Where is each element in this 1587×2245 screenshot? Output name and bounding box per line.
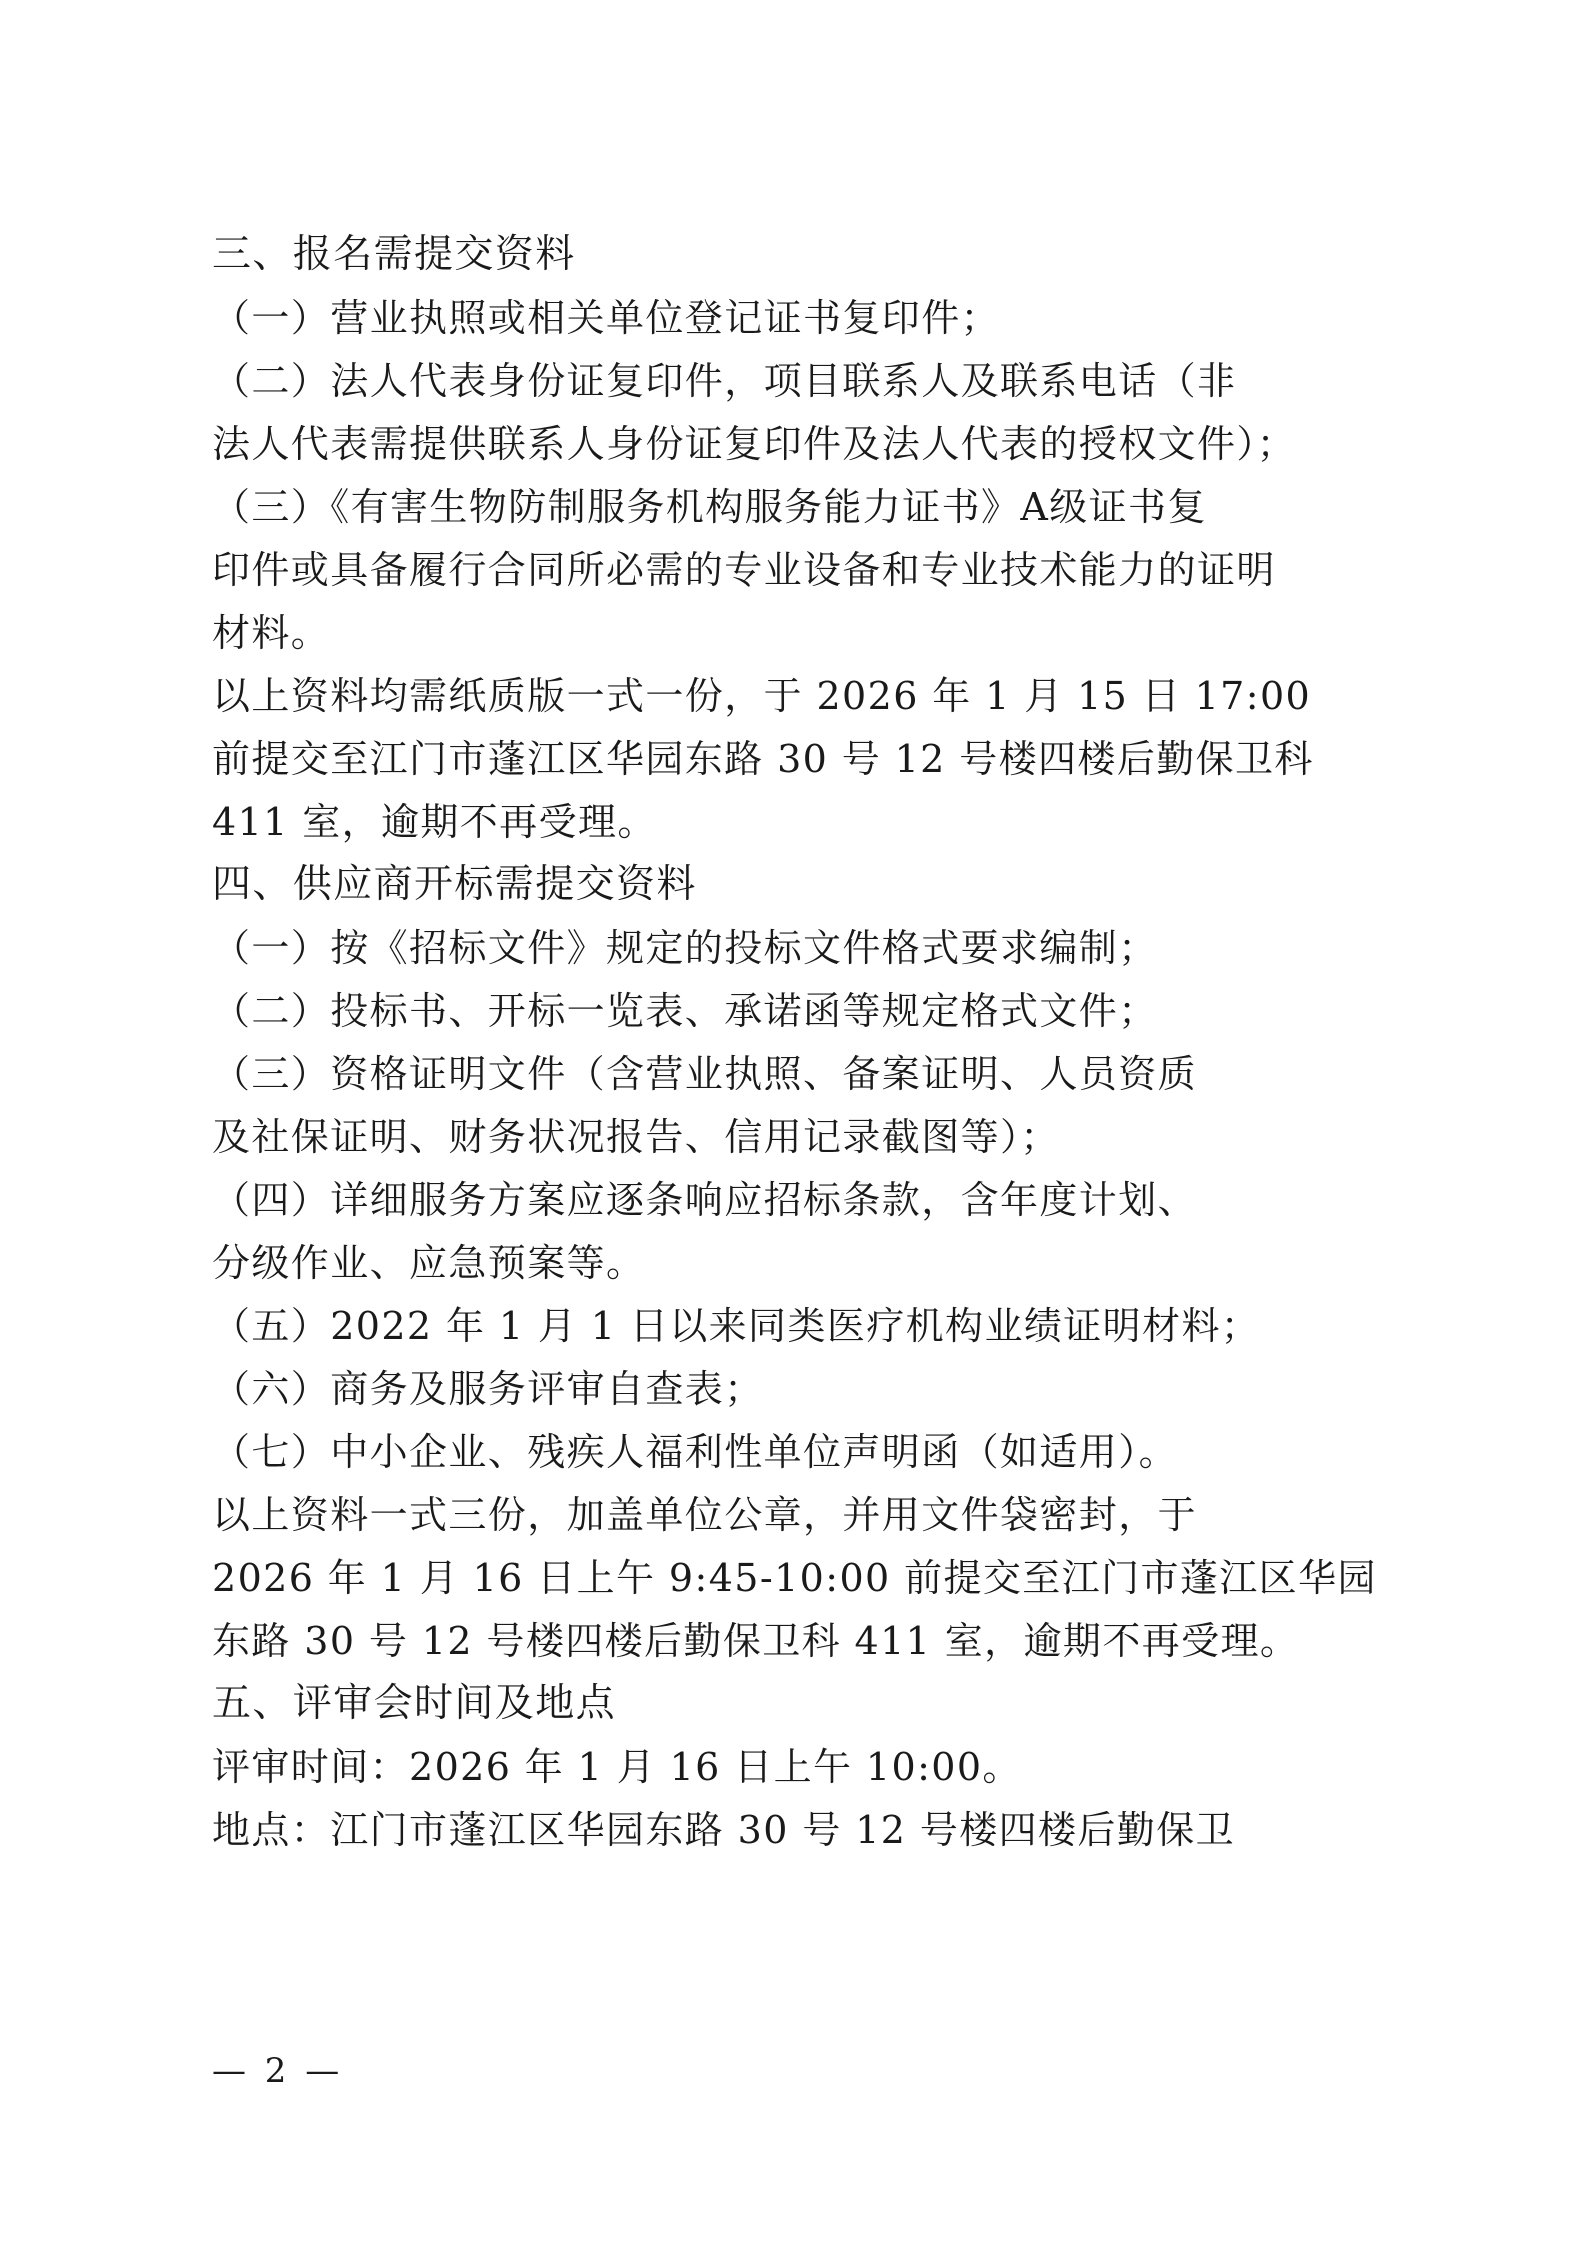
item-4-3-line-1: （三）资格证明文件（含营业执照、备案证明、人员资质 [212,1052,1198,1096]
item-3-2-line-2: 法人代表需提供联系人身份证复印件及法人代表的授权文件）； [212,422,1297,466]
item-4-3-line-2: 及社保证明、财务状况报告、信用记录截图等）； [212,1115,1060,1159]
item-4-7: （七）中小企业、残疾人福利性单位声明函（如适用）。 [212,1430,1179,1474]
page-number: — 2 — [212,2051,344,2091]
section-heading-3: 三、报名需提交资料 [212,232,576,277]
item-3-3-line-3: 材料。 [212,611,331,655]
submission-note-4-line-1: 以上资料一式三份，加盖单位公章，并用文件袋密封，于 [212,1493,1198,1537]
item-4-2: （二）投标书、开标一览表、承诺函等规定格式文件； [212,989,1158,1033]
item-4-4-line-1: （四）详细服务方案应逐条响应招标条款，含年度计划、 [212,1178,1198,1222]
submission-note-3-line-3: 411 室，逾期不再受理。 [212,800,657,844]
section-heading-5: 五、评审会时间及地点 [212,1681,617,1726]
item-3-3-line-1: （三）《有害生物防制服务机构服务能力证书》A级证书复 [212,485,1207,529]
item-3-3-line-2: 印件或具备履行合同所必需的专业设备和专业技术能力的证明 [212,548,1276,592]
submission-note-3-line-1: 以上资料均需纸质版一式一份，于 2026 年 1 月 15 日 17:00 [212,674,1312,718]
review-location: 地点：江门市蓬江区华园东路 30 号 12 号楼四楼后勤保卫 [212,1808,1236,1852]
item-3-2-line-1: （二）法人代表身份证复印件，项目联系人及联系电话（非 [212,359,1237,403]
item-3-1: （一）营业执照或相关单位登记证书复印件； [212,296,1001,340]
submission-note-3-line-2: 前提交至江门市蓬江区华园东路 30 号 12 号楼四楼后勤保卫科 [212,737,1314,781]
item-4-4-line-2: 分级作业、应急预案等。 [212,1241,646,1285]
review-time: 评审时间：2026 年 1 月 16 日上午 10:00。 [212,1745,1022,1789]
item-4-6: （六）商务及服务评审自查表； [212,1367,764,1411]
item-4-1: （一）按《招标文件》规定的投标文件格式要求编制； [212,926,1158,970]
item-4-5: （五）2022 年 1 月 1 日以来同类医疗机构业绩证明材料； [212,1304,1261,1348]
submission-note-4-line-2: 2026 年 1 月 16 日上午 9:45-10:00 前提交至江门市蓬江区华园 [212,1556,1377,1600]
section-heading-4: 四、供应商开标需提交资料 [212,862,697,907]
submission-note-4-line-3: 东路 30 号 12 号楼四楼后勤保卫科 411 室，逾期不再受理。 [212,1619,1300,1663]
